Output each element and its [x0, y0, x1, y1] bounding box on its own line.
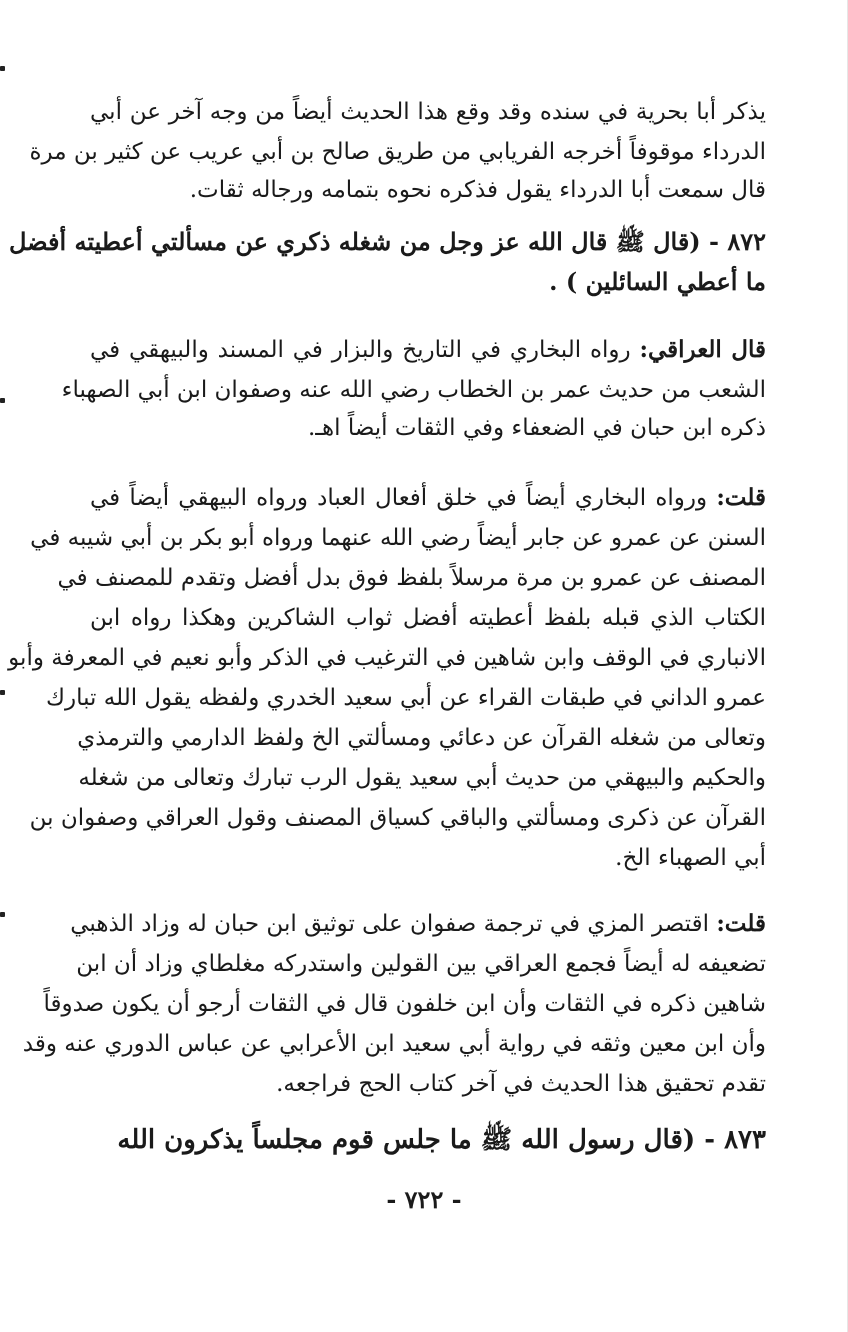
- hadith-873-line: ٨٧٣ - (قال رسول الله ﷺ ما جلس قوم مجلساً يذكرون الله: [117, 1125, 766, 1155]
- qultu-1-line: الكتاب الذي قبله بلفظ أعطيته أفضل ثواب الشاكرين وهكذا رواه ابن: [90, 605, 766, 631]
- qultu-1-line: عمرو الداني في طبقات القراء عن أبي سعيد الخدري ولفظه يقول الله تبارك: [46, 685, 766, 711]
- text-line: يذكر أبا بحرية في سنده وقد وقع هذا الحديث أيضاً من وجه آخر عن أبي: [90, 99, 766, 125]
- qultu-1-line: المصنف عن عمرو بن مرة مرسلاً بلفظ فوق بدل أفضل وتقدم للمصنف في: [57, 565, 766, 591]
- qultu-1-line: السنن عن عمرو عن جابر أيضاً رضي الله عنهما ورواه أبو بكر بن أبي شيبه في: [30, 525, 766, 551]
- text-line: قال سمعت أبا الدرداء يقول فذكره نحوه بتمامه ورجاله ثقات.: [189, 177, 766, 203]
- scan-edge-mark: [0, 912, 5, 917]
- scan-edge-mark: [0, 66, 5, 71]
- iraqi-line: الشعب من حديث عمر بن الخطاب رضي الله عنه وصفوان ابن أبي الصهباء: [61, 377, 766, 403]
- qultu-1-line: أبي الصهباء الخ.: [615, 845, 766, 871]
- qultu-1-label: قلت:: [716, 484, 766, 511]
- qultu-2-line: شاهين ذكره في الثقات وأن ابن خلفون قال في الثقات أرجو أن يكون صدوقاً: [43, 991, 766, 1017]
- qultu-2-line: تضعيفه له أيضاً فجمع العراقي بين القولين واستدركه مغلطاي وزاد أن ابن: [76, 951, 766, 977]
- qultu-2-line: [70, 904, 766, 944]
- iraqi-line: ذكره ابن حبان في الضعفاء وفي الثقات أيضاً اهـ.: [307, 415, 766, 441]
- hadith-872-line: ما أعطي السائلين ) .: [549, 267, 766, 296]
- text-line: الدرداء موقوفاً أخرجه الفريابي من طريق صالح بن أبي عريب عن كثير بن مرة: [29, 139, 766, 165]
- qultu-1-text: ورواه البخاري أيضاً في خلق أفعال العباد ورواه البيهقي أيضاً في: [90, 485, 717, 511]
- qultu-1-line: وتعالى من شغله القرآن عن دعائي ومسألتي الخ ولفظ الدارمي والترمذي: [77, 725, 766, 751]
- scan-edge-mark: [0, 690, 5, 695]
- qultu-2-text: اقتصر المزي في ترجمة صفوان على توثيق ابن حبان له وزاد الذهبي: [70, 911, 717, 937]
- qultu-1-line: [90, 478, 766, 518]
- qultu-1-line: القرآن عن ذكرى ومسألتي والباقي كسياق المصنف وقول العراقي وصفوان بن: [29, 805, 766, 831]
- scan-edge-mark: [0, 398, 5, 403]
- qultu-1-line: الانباري في الوقف وابن شاهين في الترغيب في الذكر وأبو نعيم في المعرفة وأبو: [8, 645, 766, 671]
- qultu-2-line: وأن ابن معين وثقه في رواية أبي سعيد ابن الأعرابي عن عباس الدوري عنه وقد: [22, 1031, 766, 1057]
- iraqi-label: قال العراقي:: [639, 336, 766, 363]
- page-number: - ٧٢٢ -: [386, 1185, 462, 1214]
- hadith-872-line: ٨٧٢ - (قال ﷺ قال الله عز وجل من شغله ذكري عن مسألتي أعطيته أفضل: [8, 227, 766, 256]
- iraqi-text: رواه البخاري في التاريخ والبزار في المسند والبيهقي في: [90, 337, 640, 363]
- qultu-1-line: والحكيم والبيهقي من حديث أبي سعيد يقول الرب تبارك وتعالى من شغله: [78, 765, 766, 791]
- qultu-2-line: تقدم تحقيق هذا الحديث في آخر كتاب الحج فراجعه.: [276, 1071, 766, 1097]
- iraqi-line: [90, 330, 766, 370]
- qultu-2-label: قلت:: [716, 910, 766, 937]
